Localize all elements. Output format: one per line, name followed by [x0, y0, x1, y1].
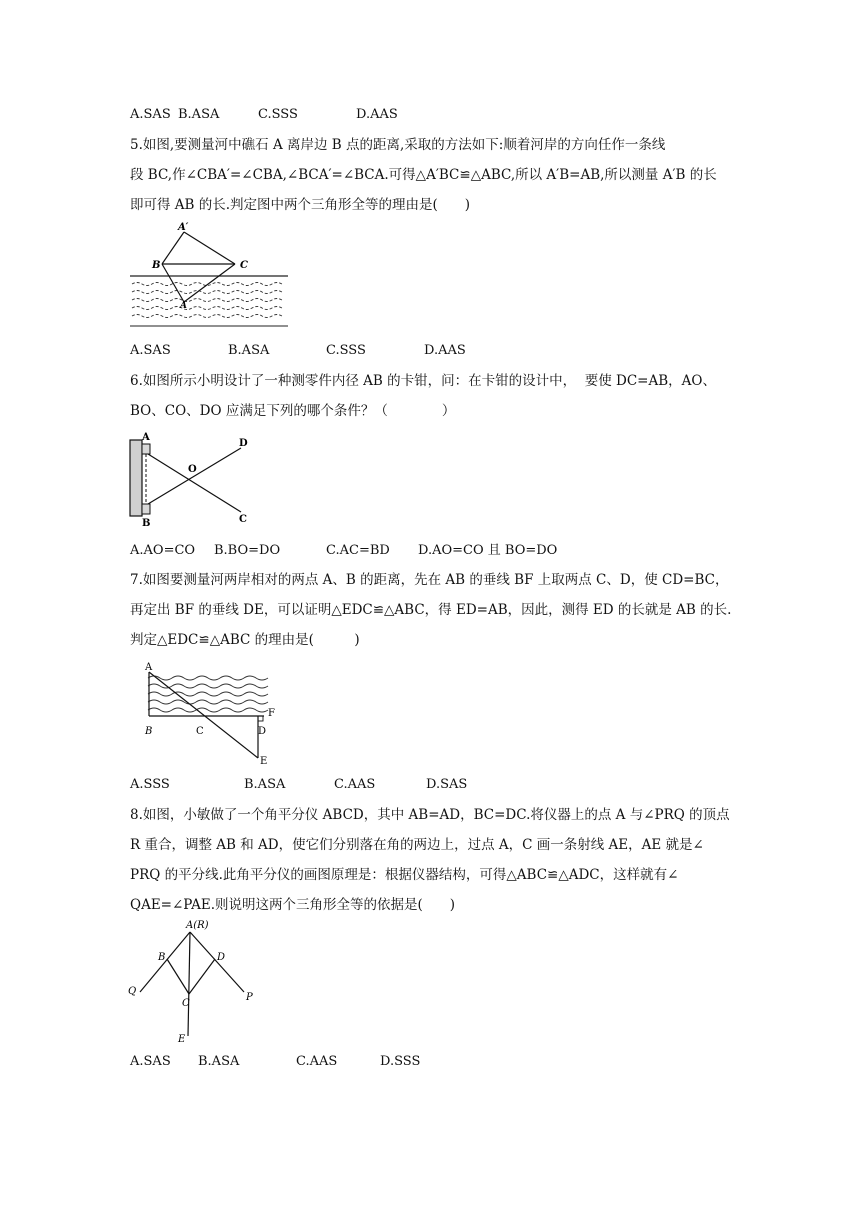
q7-label-c: C — [196, 726, 204, 737]
q7-option-c[interactable]: C.AAS — [334, 777, 376, 792]
q7-option-b[interactable]: B.ASA — [244, 777, 286, 792]
q5-label-a-prime: A′ — [178, 222, 189, 233]
q8-text-line-1: 8.如图，小敏做了一个角平分仪 ABCD，其中 AB=AD，BC=DC.将仪器上的点 A 与∠PRQ 的顶点 — [130, 807, 730, 823]
q8-text-line-3: PRQ 的平分线.此角平分仪的画图原理是：根据仪器结构，可得△ABC≌△ADC，这样就有∠ — [130, 867, 679, 883]
q4-option-d[interactable]: D.AAS — [356, 107, 398, 122]
q6-label-a: A — [142, 432, 150, 443]
q8-label-d: D — [217, 952, 226, 963]
q7-label-a: A — [145, 662, 153, 673]
q7-label-d: D — [258, 726, 267, 737]
q6-text-line-1: 6.如图所示小明设计了一种测零件内径 AB 的卡钳，问：在卡钳的设计中， 要使 DC=AB，AO、 — [130, 373, 716, 389]
q7-text-line-2: 再定出 BF 的垂线 DE，可以证明△EDC≌△ABC，得 ED=AB，因此，测得 ED 的长就是 AB 的长. — [130, 602, 732, 618]
q5-text-line-3: 即可得 AB 的长.判定图中两个三角形全等的理由是( ) — [130, 197, 471, 213]
q8-label-p: P — [246, 992, 253, 1003]
q5-option-b[interactable]: B.ASA — [228, 343, 270, 358]
q5-label-b: B — [152, 260, 161, 271]
q5-option-a[interactable]: A.SAS — [130, 343, 171, 358]
q6-label-o: O — [188, 464, 197, 475]
q8-label-q: Q — [128, 986, 137, 997]
q8-text-line-2: R 重合，调整 AB 和 AD，使它们分别落在角的两边上，过点 A，C 画一条射线 AE，AE 就是∠ — [130, 837, 704, 853]
q4-option-c[interactable]: C.SSS — [258, 107, 298, 122]
q6-option-c[interactable]: C.AC=BD — [326, 543, 390, 558]
q8-options — [130, 1053, 421, 1143]
q7-text-line-1: 7.如图要测量河两岸相对的两点 A、B 的距离，先在 AB 的垂线 BF 上取两点 C、D，使 CD=BC， — [130, 572, 729, 588]
q7-option-a[interactable]: A.SSS — [130, 777, 170, 792]
q6-label-b: B — [142, 518, 151, 529]
q8-option-d[interactable]: D.SSS — [380, 1054, 421, 1069]
q6-label-c: C — [239, 514, 247, 525]
q5-text-line-2: 段 BC,作∠CBA′=∠CBA,∠BCA′=∠BCA.可得△A′BC≌△ABC,所以 A′B=AB,所以测量 A′B 的长 — [130, 167, 717, 183]
q5-option-c[interactable]: C.SSS — [326, 343, 366, 358]
q6-figure — [126, 428, 266, 530]
q5-option-d[interactable]: D.AAS — [424, 343, 466, 358]
q5-label-c: C — [240, 260, 248, 271]
q6-option-b[interactable]: B.BO=DO — [214, 543, 281, 558]
q7-figure — [140, 658, 290, 768]
q7-label-f: F — [268, 708, 275, 719]
q5-label-a: A — [180, 301, 187, 311]
q8-option-c[interactable]: C.AAS — [296, 1054, 338, 1069]
q7-label-e: E — [260, 756, 268, 767]
q8-label-e: E — [178, 1034, 186, 1045]
q5-figure — [128, 218, 288, 330]
q8-option-a[interactable]: A.SAS — [130, 1054, 171, 1069]
q7-option-d[interactable]: D.SAS — [426, 777, 468, 792]
q4-option-a[interactable]: A.SAS — [130, 107, 171, 122]
q6-option-a[interactable]: A.AO=CO — [130, 543, 196, 558]
q6-option-d[interactable]: D.AO=CO 且 BO=DO — [418, 543, 558, 558]
q7-text-line-3: 判定△EDC≌△ABC 的理由是( ) — [130, 632, 360, 648]
q8-text-line-4: QAE=∠PAE.则说明这两个三角形全等的依据是( ) — [130, 897, 456, 913]
q6-text-line-2: BO、CO、DO 应满足下列的哪个条件？（ ） — [130, 403, 456, 419]
q6-label-d: D — [239, 438, 248, 449]
q8-figure — [124, 914, 264, 1046]
q4-option-b[interactable]: B.ASA — [178, 107, 220, 122]
q8-label-a-r: A(R) — [186, 920, 209, 931]
q5-text-line-1: 5.如图,要测量河中礁石 A 离岸边 B 点的距离,采取的方法如下:顺着河岸的方向任作一条线 — [130, 137, 666, 153]
q7-label-b: B — [145, 726, 153, 737]
q8-label-b: B — [158, 952, 166, 963]
q8-option-b[interactable]: B.ASA — [198, 1054, 240, 1069]
q8-label-c: C — [182, 998, 190, 1009]
